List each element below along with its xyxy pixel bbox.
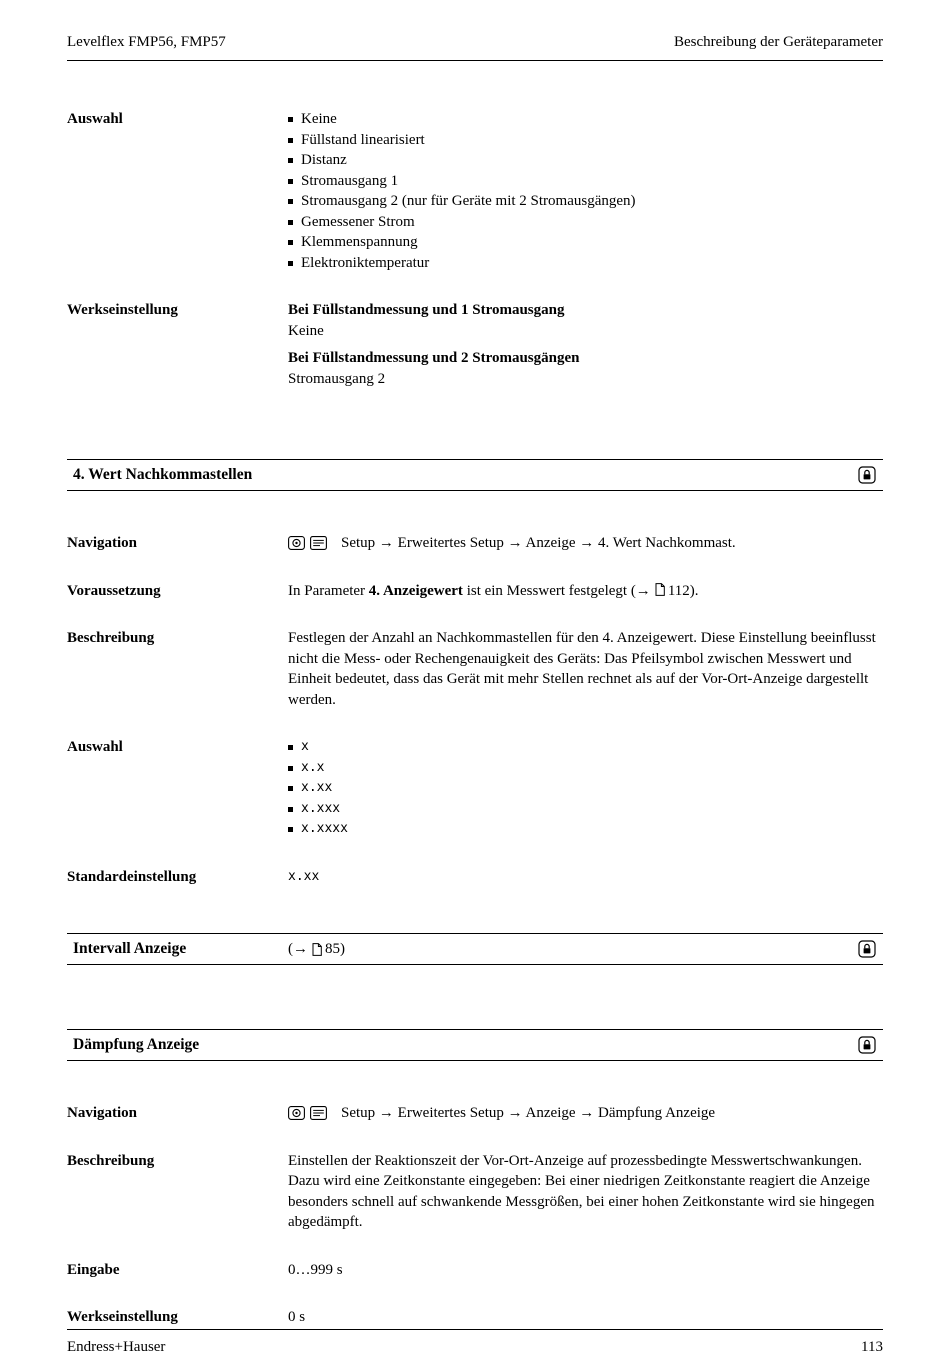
list-item [288,758,883,779]
bullet-icon [288,745,293,750]
list-item [288,212,883,233]
row-label: Standardeinstellung [67,868,197,885]
param-row-werkseinstellung [67,1307,883,1328]
navigation-path [288,1103,883,1124]
operating-tool-icon [310,536,327,550]
bullet-icon [288,261,293,266]
list-item-text: Klemmenspannung [301,234,418,250]
row-label: Eingabe [67,1261,120,1278]
row-label: Auswahl [67,739,123,755]
document-page-icon [655,583,665,596]
param-row-beschreibung [67,628,883,710]
section-title: Intervall Anzeige [73,940,187,957]
list-item-text: x.xxx [301,800,341,816]
text-segment: (→ [288,941,308,957]
bullet-icon [288,807,293,812]
row-label: Werkseinstellung [67,1309,178,1325]
page-header [67,34,883,61]
case-value: Stromausgang 2 [288,370,386,387]
list-item-text: Füllstand linearisiert [301,131,425,148]
page-reference-link[interactable] [651,583,699,599]
bullet-icon [288,240,293,245]
nav-icons [288,536,332,550]
param-row-auswahl [67,109,883,273]
row-label: Navigation [67,1105,138,1121]
row-label: Beschreibung [67,630,155,646]
bullet-icon [288,138,293,143]
write-protect-lock-icon [858,940,876,958]
operating-tool-icon [310,1106,327,1120]
row-label: Auswahl [67,111,123,127]
eingabe-value: 0…999 s [288,1261,343,1278]
option-list [288,737,883,840]
list-item [288,171,883,192]
page-reference-link[interactable] [288,940,345,958]
navigation-path [288,533,883,554]
navigation-path-text: Setup → Erweitertes Setup → Anzeige → Dämpfung Anzeige [341,1105,716,1121]
row-label: Navigation [67,535,138,551]
param-row-beschreibung [67,1151,883,1233]
document-page-icon [312,943,322,956]
page-number: 112). [667,582,699,599]
beschreibung-text: Festlegen der Anzahl an Nachkommastellen für den 4. Anzeigewert. Diese Einstellung beeinflusst nicht die Mess- oder Rechengenauigkeit des Geräts: Das Pfeilsymbol zwischen Messwert und Einheit bedeutet, dass das Gerät mit mehr Stellen rechnet als auf der Vor-Ort-Anzeige dargestellt werden. [288,630,876,708]
list-item-text: Keine [301,111,337,127]
bullet-icon [288,199,293,204]
bullet-icon [288,158,293,163]
param-row-eingabe [67,1260,883,1281]
list-item [288,109,883,130]
navigation-path-text: Setup → Erweitertes Setup → Anzeige → 4. Wert Nachkommast. [341,535,736,551]
list-item [288,150,883,171]
werkseinstellung-value: 0 s [288,1309,306,1325]
list-item [288,819,883,840]
case-value: Keine [288,322,324,339]
param-row-navigation [67,533,883,554]
display-module-icon [288,1106,305,1120]
option-list [288,109,883,273]
text-segment: ist ein Messwert festgelegt (→ [462,582,651,599]
section-header-intervall-anzeige [67,933,883,965]
bullet-icon [288,827,293,832]
header-product-name: Levelflex FMP56, FMP57 [67,34,226,50]
list-item [288,130,883,151]
page-number: 85) [325,941,345,957]
write-protect-lock-icon [858,1036,876,1054]
section-title: Dämpfung Anzeige [73,1036,200,1053]
param-row-auswahl-wert [67,737,883,840]
footer-page-number: 113 [861,1339,883,1355]
list-item-text: x [301,739,309,754]
list-item-text: Gemessener Strom [301,213,415,230]
list-item [288,253,883,274]
werkseinstellung-content [288,300,883,389]
bullet-icon [288,179,293,184]
row-label: Werkseinstellung [67,302,178,318]
section-header-wert-nachkommastellen [67,459,883,491]
param-row-werkseinstellung [67,300,883,389]
beschreibung-text: Einstellen der Reaktionszeit der Vor-Ort-Anzeige auf prozessbedingte Messwertschwankungen. Dazu wird eine Zeitkonstante eingegeben: Bei einer niedrigen Zeitkonstante reagiert die Anzeige besonders schnell auf schwankende Messgrößen, bei einer hohen Zeitkonstante wird sie hingegen abgedämpft. [288,1152,875,1230]
bullet-icon [288,220,293,225]
list-item [288,778,883,799]
list-item-text: x.x [301,759,325,775]
page-footer [67,1329,883,1356]
param-row-standardeinstellung [67,867,883,888]
list-item-text: Stromausgang 2 (nur für Geräte mit 2 Stromausgängen) [301,193,636,209]
text-segment: In Parameter [288,582,369,599]
section-title: 4. Wert Nachkommastellen [73,466,253,483]
list-item [288,737,883,758]
header-document-title: Beschreibung der Geräteparameter [673,34,883,50]
list-item [288,232,883,253]
param-row-navigation [67,1103,883,1124]
param-row-voraussetzung [67,581,883,602]
list-item [288,191,883,212]
row-label: Beschreibung [67,1152,155,1169]
bullet-icon [288,117,293,122]
list-item-text: x.xx [301,780,333,795]
list-item-text: Elektroniktemperatur [301,254,430,271]
write-protect-lock-icon [858,466,876,484]
parameter-name: 4. Anzeigewert [368,582,463,599]
list-item-text: Stromausgang 1 [301,172,399,189]
case-title: Bei Füllstandmessung und 1 Stromausgang [288,302,565,318]
case-title: Bei Füllstandmessung und 2 Stromausgängen [288,350,580,366]
section-header-daempfung-anzeige [67,1029,883,1061]
list-item [288,799,883,820]
nav-icons [288,1106,332,1120]
row-label: Voraussetzung [67,582,161,599]
footer-company: Endress+Hauser [67,1339,166,1355]
bullet-icon [288,766,293,771]
voraussetzung-text [288,581,883,602]
bullet-icon [288,786,293,791]
list-item-text: Distanz [301,152,347,168]
display-module-icon [288,536,305,550]
standard-value: x.xx [288,868,320,884]
list-item-text: x.xxxx [301,821,348,836]
